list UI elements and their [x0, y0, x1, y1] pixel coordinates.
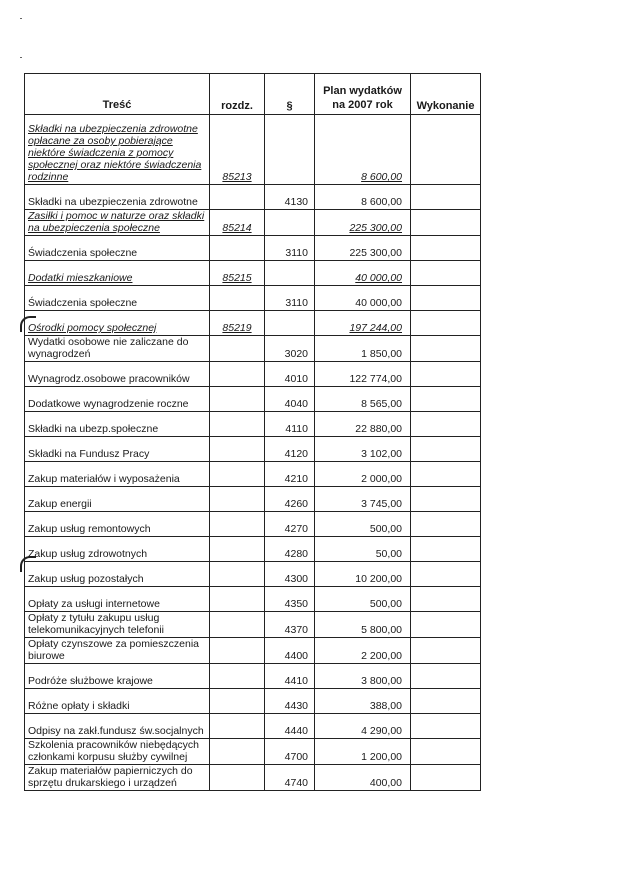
row-exec	[411, 412, 481, 437]
table-row	[25, 512, 481, 537]
table-row	[25, 714, 481, 739]
row-para: 4270	[265, 512, 315, 537]
row-desc: Różne opłaty i składki	[25, 689, 210, 714]
row-para: 4430	[265, 689, 315, 714]
column-header-para: §	[265, 74, 315, 115]
row-para: 4300	[265, 562, 315, 587]
row-rozdz	[210, 765, 265, 791]
table-row	[25, 562, 481, 587]
row-para	[265, 210, 315, 236]
row-plan: 1 850,00	[315, 336, 411, 362]
row-rozdz	[210, 714, 265, 739]
row-desc: Zakup usług zdrowotnych	[25, 537, 210, 562]
row-desc: Podróże służbowe krajowe	[25, 664, 210, 689]
row-para: 4280	[265, 537, 315, 562]
row-rozdz	[210, 487, 265, 512]
table-row	[25, 236, 481, 261]
row-rozdz	[210, 336, 265, 362]
row-para	[265, 311, 315, 336]
row-para: 4700	[265, 739, 315, 765]
row-plan: 500,00	[315, 512, 411, 537]
row-plan: 5 800,00	[315, 612, 411, 638]
row-rozdz	[210, 537, 265, 562]
table-row	[25, 412, 481, 437]
row-desc: Składki na ubezpieczenia zdrowotne	[25, 185, 210, 210]
row-para: 3110	[265, 286, 315, 311]
row-para: 4210	[265, 462, 315, 487]
table-row	[25, 261, 481, 286]
table-row	[25, 664, 481, 689]
table-row	[25, 115, 481, 185]
row-plan: 4 290,00	[315, 714, 411, 739]
row-desc: Zakup usług remontowych	[25, 512, 210, 537]
table-row	[25, 739, 481, 765]
row-para	[265, 261, 315, 286]
row-desc: Zakup materiałów papierniczych do sprzętu drukarskiego i urządzeń	[25, 765, 210, 791]
row-exec	[411, 739, 481, 765]
row-plan: 197 244,00	[315, 311, 411, 336]
row-desc: Świadczenia społeczne	[25, 286, 210, 311]
table-row	[25, 765, 481, 791]
table-row	[25, 286, 481, 311]
row-desc: Składki na Fundusz Pracy	[25, 437, 210, 462]
row-desc: Dodatki mieszkaniowe	[25, 261, 210, 286]
row-para: 4410	[265, 664, 315, 689]
row-plan: 122 774,00	[315, 362, 411, 387]
table-header-row	[25, 74, 481, 115]
row-desc: Opłaty z tytułu zakupu usług telekomunikacyjnych telefonii	[25, 612, 210, 638]
row-rozdz	[210, 362, 265, 387]
row-para: 4010	[265, 362, 315, 387]
row-plan: 10 200,00	[315, 562, 411, 587]
row-plan: 8 600,00	[315, 185, 411, 210]
table-row	[25, 487, 481, 512]
row-exec	[411, 765, 481, 791]
row-exec	[411, 261, 481, 286]
column-header-desc: Treść	[25, 74, 210, 115]
row-plan: 40 000,00	[315, 286, 411, 311]
row-exec	[411, 638, 481, 664]
scan-speck	[20, 57, 22, 58]
row-exec	[411, 115, 481, 185]
table-row	[25, 387, 481, 412]
column-header-exec: Wykonanie	[411, 74, 481, 115]
table-row	[25, 689, 481, 714]
row-plan: 40 000,00	[315, 261, 411, 286]
column-header-rozdz: rozdz.	[210, 74, 265, 115]
row-exec	[411, 286, 481, 311]
row-exec	[411, 512, 481, 537]
row-para: 4370	[265, 612, 315, 638]
table-row	[25, 311, 481, 336]
row-rozdz	[210, 512, 265, 537]
row-exec	[411, 612, 481, 638]
row-plan: 3 102,00	[315, 437, 411, 462]
row-plan: 3 800,00	[315, 664, 411, 689]
row-plan: 1 200,00	[315, 739, 411, 765]
row-plan: 2 000,00	[315, 462, 411, 487]
row-desc: Wydatki osobowe nie zaliczane do wynagrodzeń	[25, 336, 210, 362]
row-exec	[411, 487, 481, 512]
row-rozdz	[210, 437, 265, 462]
row-para: 4350	[265, 587, 315, 612]
row-rozdz	[210, 286, 265, 311]
row-desc: Ośrodki pomocy społecznej	[25, 311, 210, 336]
row-desc: Zakup energii	[25, 487, 210, 512]
row-plan: 8 600,00	[315, 115, 411, 185]
row-para: 4130	[265, 185, 315, 210]
column-header-plan: Plan wydatków na 2007 rok	[315, 74, 411, 115]
table-row	[25, 537, 481, 562]
table-row	[25, 336, 481, 362]
table-row	[25, 638, 481, 664]
row-exec	[411, 664, 481, 689]
row-desc: Opłaty za usługi internetowe	[25, 587, 210, 612]
budget-table	[24, 73, 481, 791]
table-row	[25, 437, 481, 462]
row-plan: 8 565,00	[315, 387, 411, 412]
row-plan: 500,00	[315, 587, 411, 612]
row-para: 4120	[265, 437, 315, 462]
row-desc: Wynagrodz.osobowe pracowników	[25, 362, 210, 387]
row-exec	[411, 562, 481, 587]
table-row	[25, 362, 481, 387]
row-desc: Odpisy na zakł.fundusz św.socjalnych	[25, 714, 210, 739]
row-desc: Zasiłki i pomoc w naturze oraz składki na ubezpieczenia społeczne	[25, 210, 210, 236]
row-desc: Szkolenia pracowników niebędących członkami korpusu służby cywilnej	[25, 739, 210, 765]
row-exec	[411, 462, 481, 487]
row-rozdz	[210, 612, 265, 638]
row-para: 4260	[265, 487, 315, 512]
row-rozdz: 85215	[210, 261, 265, 286]
row-exec	[411, 311, 481, 336]
row-para: 3020	[265, 336, 315, 362]
row-plan: 388,00	[315, 689, 411, 714]
row-rozdz	[210, 562, 265, 587]
row-exec	[411, 714, 481, 739]
row-plan: 400,00	[315, 765, 411, 791]
row-rozdz	[210, 236, 265, 261]
row-rozdz: 85214	[210, 210, 265, 236]
table-row	[25, 612, 481, 638]
row-desc: Dodatkowe wynagrodzenie roczne	[25, 387, 210, 412]
row-exec	[411, 210, 481, 236]
row-para	[265, 115, 315, 185]
row-rozdz	[210, 638, 265, 664]
row-rozdz	[210, 587, 265, 612]
row-exec	[411, 689, 481, 714]
row-rozdz	[210, 185, 265, 210]
row-exec	[411, 362, 481, 387]
row-exec	[411, 387, 481, 412]
row-para: 4440	[265, 714, 315, 739]
row-rozdz: 85219	[210, 311, 265, 336]
table-row	[25, 210, 481, 236]
row-desc: Składki na ubezp.społeczne	[25, 412, 210, 437]
row-exec	[411, 587, 481, 612]
row-rozdz: 85213	[210, 115, 265, 185]
row-rozdz	[210, 387, 265, 412]
table-row	[25, 185, 481, 210]
row-plan: 22 880,00	[315, 412, 411, 437]
row-desc: Świadczenia społeczne	[25, 236, 210, 261]
row-para: 3110	[265, 236, 315, 261]
row-para: 4040	[265, 387, 315, 412]
table-row	[25, 462, 481, 487]
row-plan: 225 300,00	[315, 210, 411, 236]
row-desc: Składki na ubezpieczenia zdrowotne opłacane za osoby pobierające niektóre świadczenia z pomocy społecznej oraz niektóre świadczenia rodzinne	[25, 115, 210, 185]
row-plan: 2 200,00	[315, 638, 411, 664]
row-exec	[411, 537, 481, 562]
row-rozdz	[210, 664, 265, 689]
row-rozdz	[210, 689, 265, 714]
row-para: 4400	[265, 638, 315, 664]
row-rozdz	[210, 739, 265, 765]
row-rozdz	[210, 462, 265, 487]
row-plan: 225 300,00	[315, 236, 411, 261]
row-desc: Zakup materiałów i wyposażenia	[25, 462, 210, 487]
row-desc: Zakup usług pozostałych	[25, 562, 210, 587]
row-plan: 50,00	[315, 537, 411, 562]
table-row	[25, 587, 481, 612]
row-para: 4740	[265, 765, 315, 791]
row-exec	[411, 437, 481, 462]
row-rozdz	[210, 412, 265, 437]
row-plan: 3 745,00	[315, 487, 411, 512]
row-exec	[411, 236, 481, 261]
row-exec	[411, 185, 481, 210]
row-exec	[411, 336, 481, 362]
row-desc: Opłaty czynszowe za pomieszczenia biurowe	[25, 638, 210, 664]
row-para: 4110	[265, 412, 315, 437]
scan-speck	[20, 18, 22, 19]
